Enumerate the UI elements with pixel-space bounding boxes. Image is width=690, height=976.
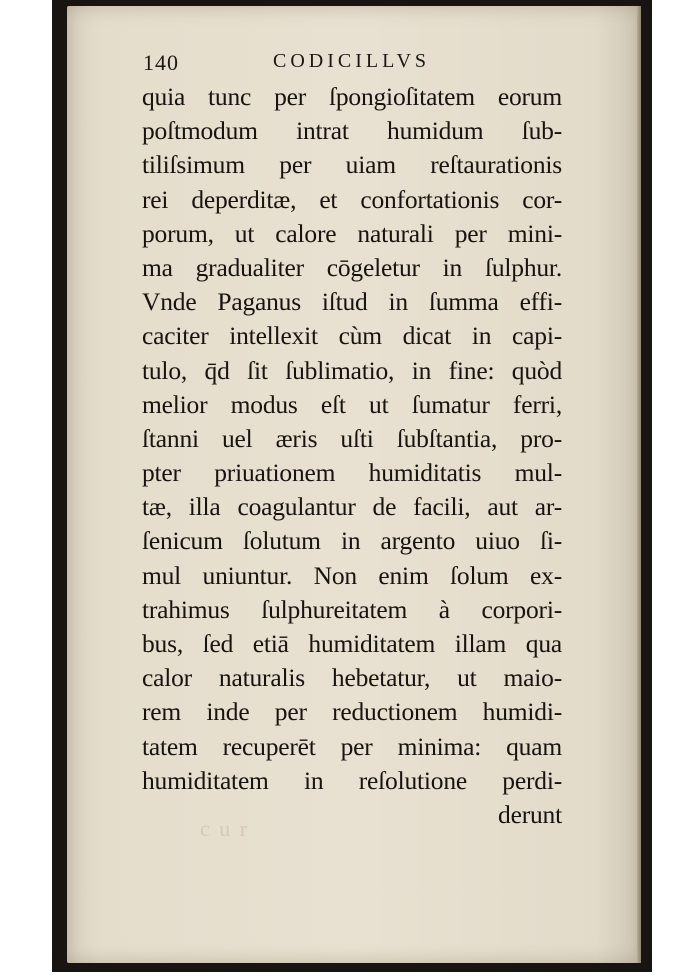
text-line: pter priuationem humiditatis mul- — [142, 458, 562, 488]
text-line: melior modus eſt ut ſumatur ferri, — [142, 389, 562, 419]
text-line: rem inde per reductionem humidi- — [142, 697, 562, 727]
text-line: Vnde Paganus iſtud in ſumma effi- — [142, 287, 562, 317]
running-head — [143, 50, 583, 80]
page-number: 140 — [143, 50, 179, 75]
text-line: tulo, q̄d ſit ſublimatio, in fine: quòd — [142, 355, 562, 385]
text-line: humiditatem in reſolutione perdi- — [142, 765, 562, 795]
text-line: ſenicum ſolutum in argento uiuo ſi- — [142, 526, 562, 556]
text-line: tatem recuperēt per minima: quam — [142, 731, 562, 761]
text-line: tiliſsimum per uiam reſtaurationis — [142, 150, 562, 180]
page-edge — [637, 6, 641, 963]
text-line: ma gradualiter cōgeletur in ſulphur. — [142, 252, 562, 282]
text-block — [142, 80, 562, 832]
text-line: porum, ut calore naturali per mini- — [142, 218, 562, 248]
text-line: quia tunc per ſpongioſitatem eorum — [142, 82, 562, 111]
text-line: calor naturalis hebetatur, ut maio- — [142, 663, 562, 693]
text-line: bus, ſed etiā humiditatem illam qua — [142, 629, 562, 658]
text-line: poſtmodum intrat humidum ſub- — [142, 116, 562, 146]
text-line: ſtanni uel æris uſti ſubſtantia, pro- — [142, 423, 562, 453]
text-line: caciter intellexit cùm dicat in capi- — [142, 321, 562, 351]
running-title: CODICILLVS — [273, 50, 431, 72]
catchword: derunt — [498, 799, 562, 829]
bleed-through-mark: c u r — [200, 816, 250, 841]
text-line: tæ, illa coagulantur de facili, aut ar- — [142, 492, 562, 522]
text-line: rei deperditæ, et confortationis cor- — [142, 184, 562, 214]
text-line: mul uniuntur. Non enim ſolum ex- — [142, 560, 562, 590]
text-line: trahimus ſulphureitatem à corpori- — [142, 594, 562, 624]
